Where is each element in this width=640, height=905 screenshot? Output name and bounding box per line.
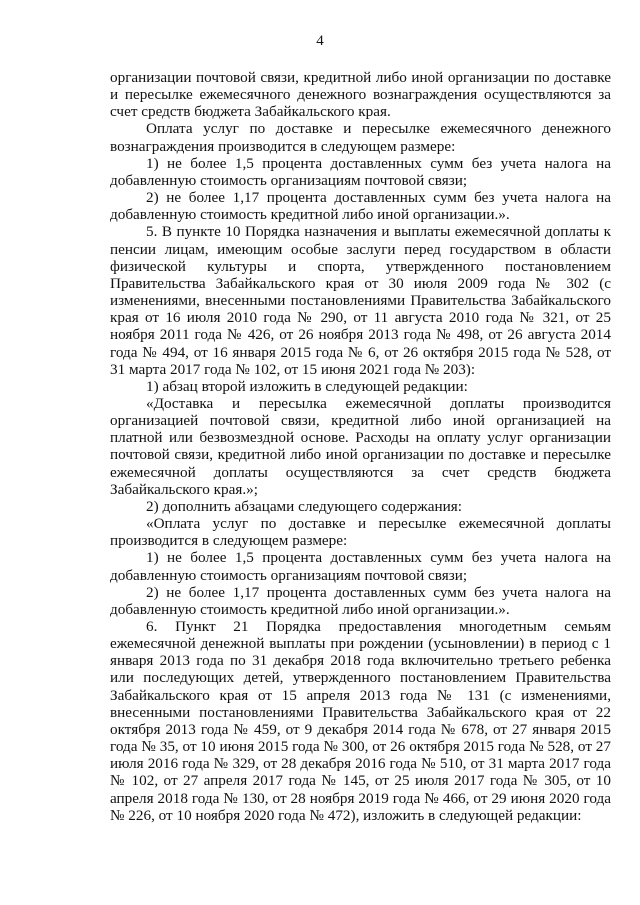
paragraph-item-1-postal: 1) не более 1,5 процента доставленных сумм без учета налога на добавленную стоимость организациям почтовой связи;	[110, 154, 611, 189]
paragraph-payment-size: Оплата услуг по доставке и пересылке ежемесячного денежного вознаграждения производится в следующем размере:	[110, 120, 611, 155]
paragraph-point-6: 6. Пункт 21 Порядка предоставления многодетным семьям ежемесячной денежной выплаты при рождении (усыновлении) в период с 1 января 2013 года по 31 декабря 2018 года включительно третьего ребенка или последующих детей, утвержденного постановлением Правительства Забайкальского края от 15 апреля 2013 года № 131 (с изменениями, внесенными постановлениями Правительства Забайкальского края от 22 октября 2013 года № 459, от 9 декабря 2014 года № 678, от 27 января 2015 года № 35, от 10 июня 2015 года № 300, от 26 октября 2015 года № 528, от 27 июля 2016 года № 329, от 28 декабря 2016 года № 510, от 31 марта 2017 года № 102, от 27 апреля 2017 года № 145, от 25 июля 2017 года № 305, от 10 апреля 2018 года № 130, от 28 ноября 2019 года № 466, от 29 июня 2020 года № 226, от 10 ноября 2020 года № 472), изложить в следующей редакции:	[110, 618, 611, 824]
paragraph-point-5-quote-delivery: «Доставка и пересылка ежемесячной доплаты производится организацией почтовой связи, кредитной либо иной организацией на платной или безвозмездной основе. Расходы на оплату услуг организации почтовой связи, кредитной либо иной организации по доставке и пересылке ежемесячной доплаты осуществляются за счет средств бюджета Забайкальского края.»;	[110, 394, 611, 498]
paragraph-point-5: 5. В пункте 10 Порядка назначения и выплаты ежемесячной доплаты к пенсии лицам, имеющим особые заслуги перед государством в области физической культуры и спорта, утвержденного постановлением Правительства Забайкальского края от 30 июля 2009 года № 302 (с изменениями, внесенными постановлениями Правительства Забайкальского края от 16 июля 2010 года № 290, от 11 августа 2010 года № 321, от 25 ноября 2011 года № 426, от 26 ноября 2013 года № 498, от 26 августа 2014 года № 494, от 16 января 2015 года № 6, от 26 октября 2015 года № 528, от 31 марта 2017 года № 102, от 15 июня 2021 года № 203):	[110, 223, 611, 378]
document-body	[110, 69, 611, 824]
paragraph-point-5-quote-payment: «Оплата услуг по доставке и пересылке ежемесячной доплаты производится в следующем размере:	[110, 515, 611, 550]
page-number: 4	[316, 33, 324, 49]
paragraph-point-5-item-1: 1) не более 1,5 процента доставленных сумм без учета налога на добавленную стоимость организациям почтовой связи;	[110, 549, 611, 584]
paragraph-point-5-item-2: 2) не более 1,17 процента доставленных сумм без учета налога на добавленную стоимость кредитной либо иной организации.».	[110, 583, 611, 618]
paragraph-item-2-credit: 2) не более 1,17 процента доставленных сумм без учета налога на добавленную стоимость кредитной либо иной организации.».	[110, 189, 611, 224]
paragraph-continuation: организации почтовой связи, кредитной либо иной организации по доставке и пересылке ежемесячного денежного вознаграждения осуществляются за счет средств бюджета Забайкальского края.	[110, 69, 611, 121]
paragraph-point-5-sub-2: 2) дополнить абзацами следующего содержания:	[146, 497, 462, 515]
paragraph-point-5-sub-1: 1) абзац второй изложить в следующей редакции:	[146, 377, 468, 395]
